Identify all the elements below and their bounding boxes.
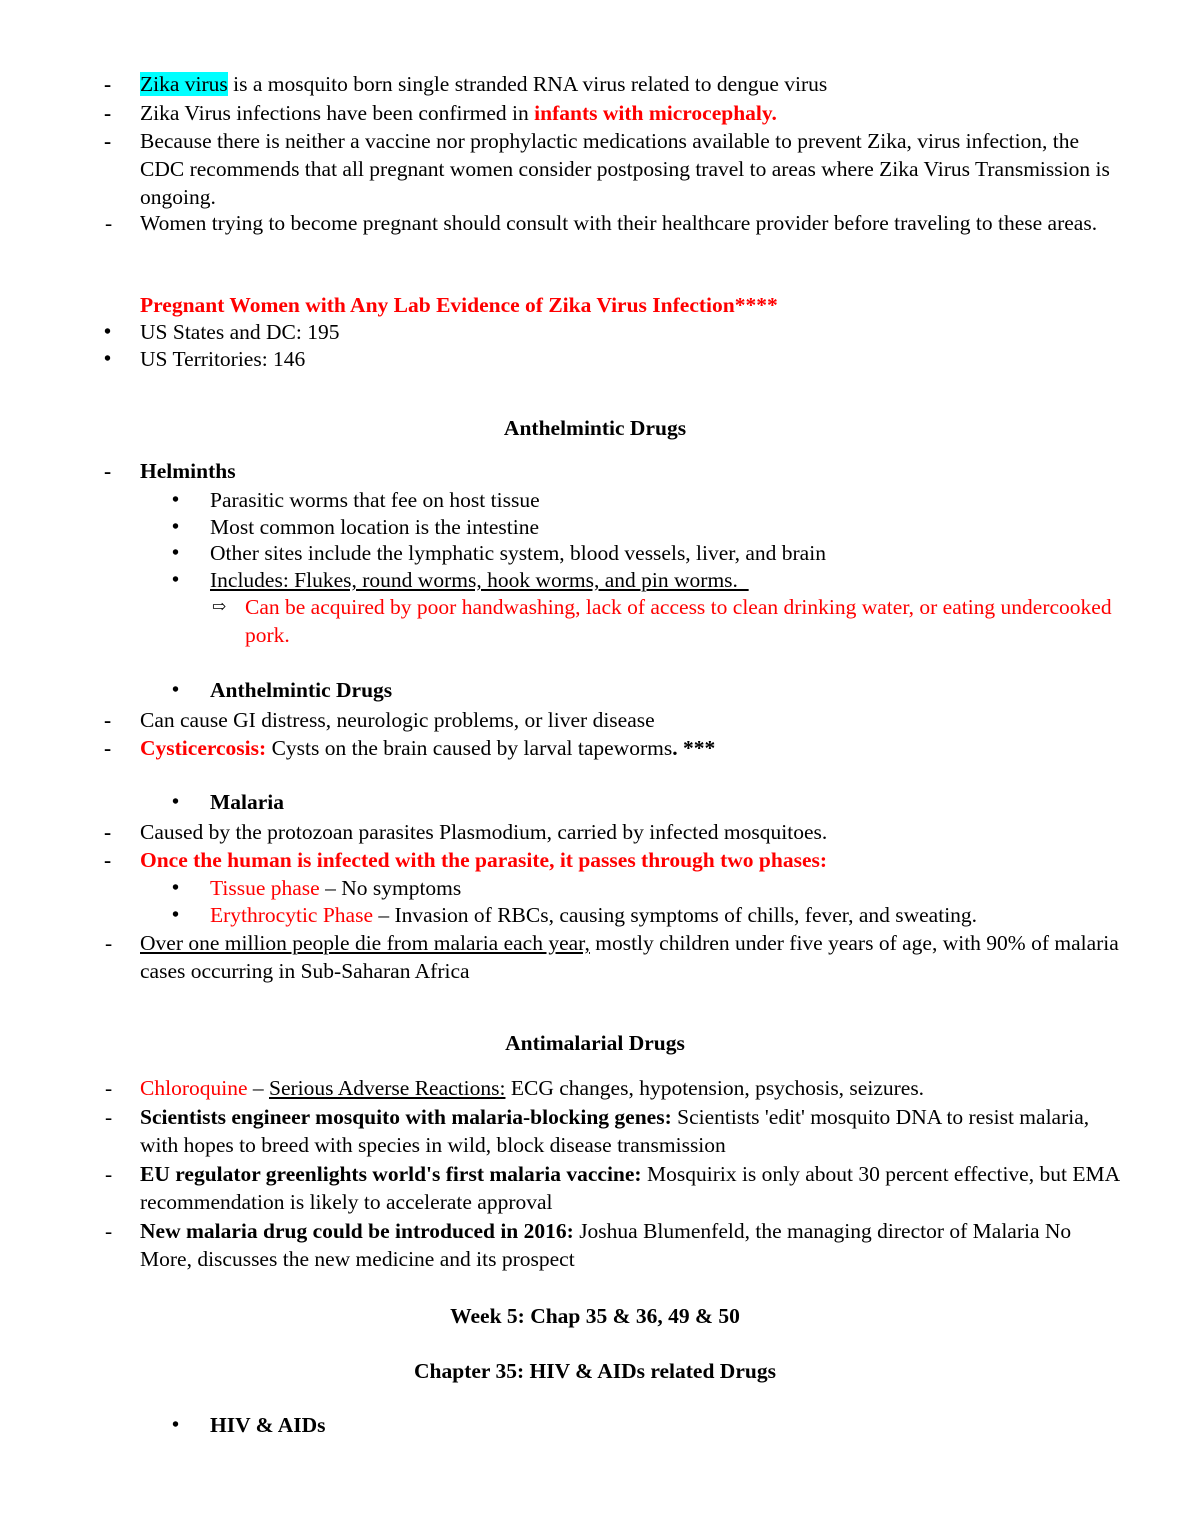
dash-marker: - bbox=[105, 931, 113, 955]
bullet-marker: • bbox=[104, 348, 112, 370]
dash-marker: - bbox=[105, 1076, 113, 1100]
bullet-marker: • bbox=[104, 321, 112, 343]
dash-marker: - bbox=[105, 211, 113, 235]
arrow-icon: ⇨ bbox=[212, 597, 227, 616]
anthelmintic-title: Anthelmintic Drugs bbox=[503, 416, 687, 440]
dash-marker: - bbox=[104, 848, 112, 872]
dash-marker: - bbox=[104, 708, 112, 732]
bullet-marker: • bbox=[172, 877, 180, 899]
malaria-label: Malaria bbox=[210, 790, 285, 814]
tissue-phase: Tissue phase – No symptoms bbox=[210, 876, 462, 900]
erythrocytic-phase: Erythrocytic Phase – Invasion of RBCs, causing symptoms of chills, fever, and sweating. bbox=[210, 903, 978, 927]
dash-marker: - bbox=[104, 72, 112, 96]
bullet-marker: • bbox=[172, 1414, 180, 1436]
bullet-marker: • bbox=[172, 679, 180, 701]
dash-marker: - bbox=[104, 736, 112, 760]
dash-marker: - bbox=[104, 101, 112, 125]
anthelmintic-effects: Can cause GI distress, neurologic problems, or liver disease bbox=[140, 708, 655, 732]
helminths-acquisition-note: Can be acquired by poor handwashing, lack of access to clean drinking water, or eating undercooked pork. bbox=[245, 595, 1112, 647]
zika-bullet-1: Zika virus is a mosquito born single stranded RNA virus related to dengue virus bbox=[140, 72, 828, 96]
zika-bullet-4: Women trying to become pregnant should consult with their healthcare provider before traveling to these areas. bbox=[140, 211, 1098, 235]
bullet-marker: • bbox=[172, 904, 180, 926]
helminths-item-1: Parasitic worms that fee on host tissue bbox=[210, 488, 540, 512]
zika-stat-territories: US Territories: 146 bbox=[140, 347, 306, 371]
hiv-aids-label: HIV & AIDs bbox=[210, 1413, 326, 1437]
dash-marker: - bbox=[105, 1219, 113, 1243]
dash-marker: - bbox=[104, 129, 112, 153]
dash-marker: - bbox=[104, 820, 112, 844]
chapter-title: Chapter 35: HIV & AIDs related Drugs bbox=[414, 1359, 776, 1383]
helminths-item-3: Other sites include the lymphatic system, blood vessels, liver, and brain bbox=[210, 541, 826, 565]
helminths-label: Helminths bbox=[140, 459, 236, 483]
bullet-marker: • bbox=[172, 569, 180, 591]
antimalarial-title: Antimalarial Drugs bbox=[505, 1031, 685, 1055]
malaria-phases-heading: Once the human is infected with the parasite, it passes through two phases: bbox=[140, 848, 828, 872]
bullet-marker: • bbox=[172, 516, 180, 538]
news-mosquito-genes: Scientists engineer mosquito with malaria-blocking genes: Scientists 'edit' mosquito DNA to resist malaria, with hopes to breed with species in wild, block disease transmission bbox=[140, 1105, 1090, 1157]
anthelmintic-drugs-label: Anthelmintic Drugs bbox=[210, 678, 393, 702]
zika-stat-states: US States and DC: 195 bbox=[140, 320, 340, 344]
malaria-deaths: Over one million people die from malaria each year, mostly children under five years of age, with 90% of malaria cases occurring in Sub-Saharan Africa bbox=[140, 931, 1119, 983]
news-malaria-drug: New malaria drug could be introduced in 2016: Joshua Blumenfeld, the managing director of Malaria No More, discusses the new medicine and its prospect bbox=[140, 1219, 1072, 1271]
bullet-marker: • bbox=[172, 489, 180, 511]
helminths-item-2: Most common location is the intestine bbox=[210, 515, 540, 539]
zika-bullet-3: Because there is neither a vaccine nor prophylactic medications available to prevent Zika, virus infection, the CDC recommends that all pregnant women consider postposing travel to areas where Zika Virus Transmission is ongoing. bbox=[140, 129, 1110, 209]
news-malaria-vaccine: EU regulator greenlights world's first malaria vaccine: Mosquirix is only about 30 percent effective, but EMA recommendation is likely to accelerate approval bbox=[140, 1162, 1119, 1214]
week-title: Week 5: Chap 35 & 36, 49 & 50 bbox=[450, 1304, 740, 1328]
dash-marker: - bbox=[104, 459, 112, 483]
helminths-item-4: Includes: Flukes, round worms, hook worms, and pin worms. bbox=[210, 568, 749, 592]
chloroquine-line: Chloroquine – Serious Adverse Reactions: ECG changes, hypotension, psychosis, seizures. bbox=[140, 1076, 925, 1100]
malaria-cause: Caused by the protozoan parasites Plasmodium, carried by infected mosquitoes. bbox=[140, 820, 828, 844]
zika-bullet-2: Zika Virus infections have been confirmed in infants with microcephaly. bbox=[140, 101, 777, 125]
cysticercosis-line: Cysticercosis: Cysts on the brain caused by larval tapeworms. *** bbox=[140, 736, 716, 760]
dash-marker: - bbox=[105, 1162, 113, 1186]
bullet-marker: • bbox=[172, 542, 180, 564]
zika-pregnant-heading: Pregnant Women with Any Lab Evidence of Zika Virus Infection**** bbox=[140, 293, 778, 317]
bullet-marker: • bbox=[172, 791, 180, 813]
dash-marker: - bbox=[105, 1105, 113, 1129]
zika-highlight: Zika virus bbox=[140, 72, 228, 96]
